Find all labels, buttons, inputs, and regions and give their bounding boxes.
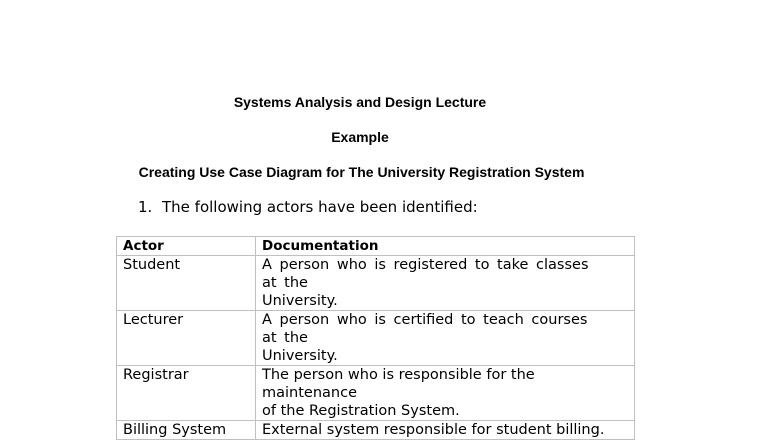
documentation-cell [256,421,635,440]
actor-cell: Registrar [117,366,256,421]
example-heading: Example [331,129,389,145]
table-row [117,256,635,311]
documentation-line: External system responsible for student billing. [262,422,605,438]
actor-cell: Student [117,256,256,311]
numbered-list-item [138,198,478,216]
actor-cell: Lecturer [117,311,256,366]
column-header-documentation: Documentation [256,237,635,256]
documentation-line: of the Registration System. [262,403,460,419]
documentation-cell [256,311,635,366]
table-row [117,421,635,440]
documentation-line: maintenance [262,385,357,401]
documentation-line: at the [262,330,308,346]
documentation-line: A person who is certified to teach courses [262,312,588,328]
documentation-line: A person who is registered to take classes [262,257,589,273]
table-row [117,366,635,421]
documentation-line: University. [262,348,338,364]
documentation-cell [256,366,635,421]
document-subtitle: Creating Use Case Diagram for The University Registration System [138,164,585,180]
documentation-line: The person who is responsible for the [262,367,535,383]
documentation-cell [256,256,635,311]
list-item-text: The following actors have been identified: [162,198,478,216]
list-number: 1. [138,198,153,216]
table-header-row [117,237,635,256]
actors-table [116,236,635,440]
documentation-line: University. [262,293,338,309]
table-row [117,311,635,366]
actor-cell: Billing System [117,421,256,440]
documentation-line: at the [262,275,308,291]
column-header-actor: Actor [117,237,256,256]
document-title: Systems Analysis and Design Lecture [233,94,487,110]
